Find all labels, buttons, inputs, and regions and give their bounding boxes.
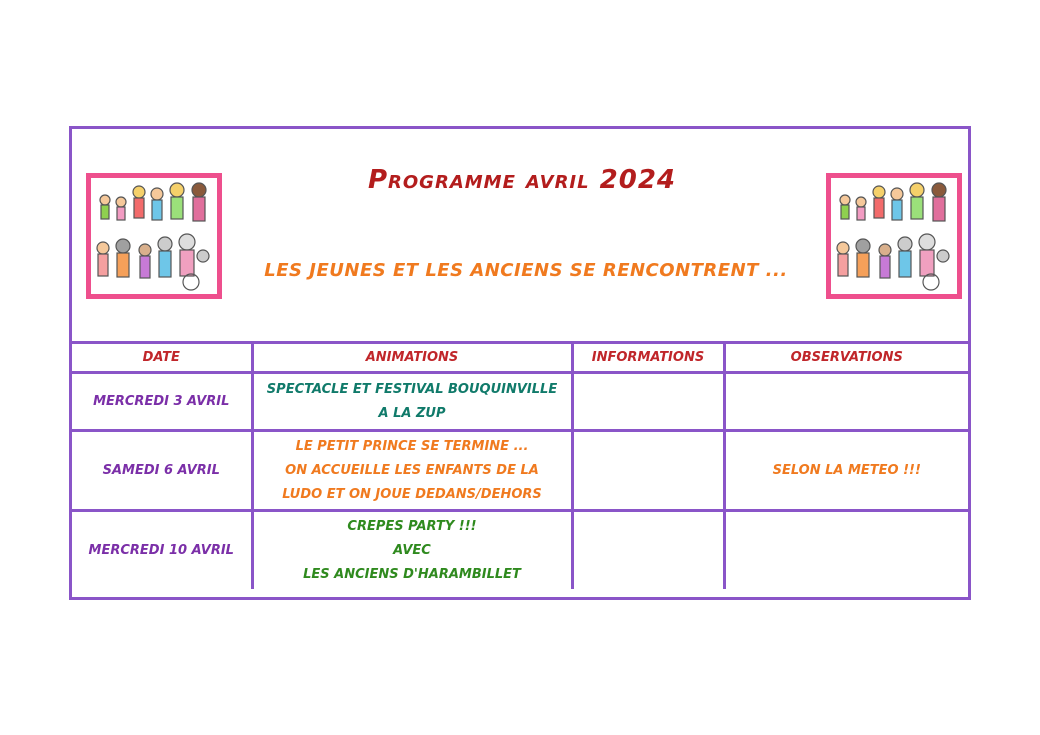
animation-line: ON ACCUEILLE LES ENFANTS DE LA <box>285 462 539 478</box>
animation-line: AVEC <box>393 542 431 558</box>
program-frame <box>69 126 971 600</box>
animation-line: LE PETIT PRINCE SE TERMINE ... <box>295 438 529 454</box>
header-date: DATE <box>72 343 252 373</box>
animation-line: SPECTACLE ET FESTIVAL BOUQUINVILLE <box>266 381 558 397</box>
animation-line: LES ANCIENS D'HARAMBILLET <box>303 566 521 582</box>
table-row <box>72 511 968 590</box>
people-holding-hands-image <box>826 173 962 299</box>
table-row <box>72 373 968 431</box>
table-header-row <box>72 343 968 373</box>
page-title: Programme avril 2024 <box>367 165 677 195</box>
people-illustration-right <box>831 178 957 294</box>
animation-line: A LA ZUP <box>378 405 446 421</box>
header-informations: INFORMATIONS <box>572 343 724 373</box>
row-date: MERCREDI 10 AVRIL <box>72 511 252 590</box>
animation-line: LUDO ET ON JOUE DEDANS/DEHORS <box>282 486 542 502</box>
row-animations <box>252 373 572 431</box>
program-header <box>72 129 968 344</box>
row-observations <box>724 511 968 590</box>
program-table <box>72 341 968 589</box>
row-informations <box>572 511 724 590</box>
header-observations: OBSERVATIONS <box>724 343 968 373</box>
row-animations <box>252 431 572 511</box>
people-holding-hands-image <box>86 173 222 299</box>
header-animations: ANIMATIONS <box>252 343 572 373</box>
row-observations: SELON LA METEO !!! <box>724 431 968 511</box>
animation-line: CREPES PARTY !!! <box>347 518 477 534</box>
row-observations <box>724 373 968 431</box>
page-subtitle: LES JEUNES ET LES ANCIENS SE RENCONTRENT ... <box>264 260 788 281</box>
people-illustration-left <box>91 178 217 294</box>
row-informations <box>572 373 724 431</box>
row-informations <box>572 431 724 511</box>
row-animations <box>252 511 572 590</box>
row-date: MERCREDI 3 AVRIL <box>72 373 252 431</box>
row-date: SAMEDI 6 AVRIL <box>72 431 252 511</box>
table-row <box>72 431 968 511</box>
